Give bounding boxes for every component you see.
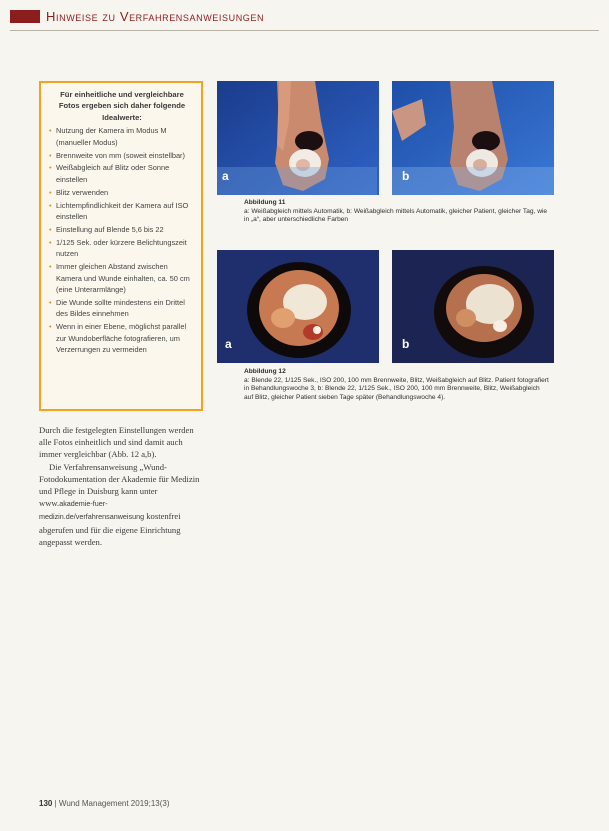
figure-11b-label: b bbox=[402, 169, 410, 183]
wound-photo-11b bbox=[392, 81, 554, 195]
download-link[interactable]: akademie-fuer-medizin.de/verfahrensanweisung bbox=[39, 499, 145, 522]
figure-11-title: Abbildung 11 bbox=[244, 199, 286, 206]
wound-photo-12a-graphic bbox=[217, 250, 379, 363]
page-number: 130 bbox=[39, 799, 53, 808]
list-item: • Einstellung auf Blende 5,6 bis 22 bbox=[49, 224, 195, 235]
wound-photo-12b bbox=[392, 250, 554, 363]
paragraph-2-end: kostenfrei abgerufen und für die eigene Einrichtung angepasst werden. bbox=[39, 511, 181, 547]
header-accent-bar bbox=[10, 10, 40, 23]
wound-photo-12b-graphic bbox=[392, 250, 554, 363]
body-text bbox=[39, 424, 207, 548]
paragraph-2-start: Die Verfahrensanweisung „Wund-Fotodokumentation der Akademie für Medizin und Pflege in Duisburg kann unter www. bbox=[39, 461, 200, 509]
wound-photo-11a bbox=[217, 81, 379, 195]
list-item: • Wenn in einer Ebene, möglichst parallel zur Wundoberfläche fotografieren, um Verzerrungen zu vermeiden bbox=[49, 321, 195, 355]
body-paragraph-2 bbox=[39, 461, 207, 548]
wound-photo-11b-graphic bbox=[392, 81, 554, 195]
figure-11-text: a: Weißabgleich mittels Automatik, b: Weißabgleich mittels Automatik, gleicher Patient, gleicher Tag, wie in „a“, aber unterschiedliche Farben bbox=[244, 207, 548, 224]
wound-photo-12a bbox=[217, 250, 379, 363]
list-item: • Brennweite von mm (soweit einstellbar) bbox=[49, 150, 195, 161]
figure-12-title: Abbildung 12 bbox=[244, 368, 286, 375]
header-divider bbox=[10, 30, 599, 31]
figure-12a-label: a bbox=[225, 337, 232, 351]
list-item: • Nutzung der Kamera im Modus M (manueller Modus) bbox=[49, 125, 195, 148]
figure-12-caption bbox=[244, 368, 549, 402]
list-item: • Lichtempfindlichkeit der Kamera auf ISO einstellen bbox=[49, 200, 195, 223]
list-item: • Weißabgleich auf Blitz oder Sonne einstellen bbox=[49, 162, 195, 185]
footer-separator: | bbox=[54, 799, 57, 808]
figure-11a-label: a bbox=[222, 169, 229, 183]
figure-11-caption bbox=[244, 199, 549, 225]
list-item: • Blitz verwenden bbox=[49, 187, 195, 198]
ideal-settings-box bbox=[39, 81, 203, 411]
page-footer bbox=[39, 799, 170, 808]
ideal-settings-list bbox=[49, 125, 195, 355]
figure-12-text: a: Blende 22, 1/125 Sek., ISO 200, 100 mm Brennweite, Blitz, Weißabgleich auf Blitz. Patient fotografiert in Behandlungswoche 3, b: Blende 22, 1/125 Sek., ISO 200, 100 mm Brennweite, Blitz, Weißabgleich auf Blitz, gleicher Patient sieben Tage später (Behandlungswoche 4). bbox=[244, 376, 549, 401]
figure-12b-label: b bbox=[402, 337, 410, 351]
list-item: • Immer gleichen Abstand zwischen Kamera und Wunde einhalten, ca. 50 cm (eine Unterarmlänge) bbox=[49, 261, 195, 295]
ideal-settings-title: Für einheitliche und vergleichbare Fotos ergeben sich daher folgende Idealwerte: bbox=[58, 90, 186, 122]
wound-photo-11a-graphic bbox=[217, 81, 379, 195]
body-paragraph-1: Durch die festgelegten Einstellungen werden alle Fotos einheitlich und sind damit auch immer vergleichbar (Abb. 12 a,b). bbox=[39, 425, 194, 460]
list-item: • Die Wunde sollte mindestens ein Drittel des Bildes einnehmen bbox=[49, 297, 195, 320]
list-item: • 1/125 Sek. oder kürzere Belichtungszeit nutzen bbox=[49, 237, 195, 260]
journal-citation: Wund Management 2019;13(3) bbox=[58, 799, 170, 808]
section-header-title: Hinweise zu Verfahrensanweisungen bbox=[46, 9, 265, 24]
